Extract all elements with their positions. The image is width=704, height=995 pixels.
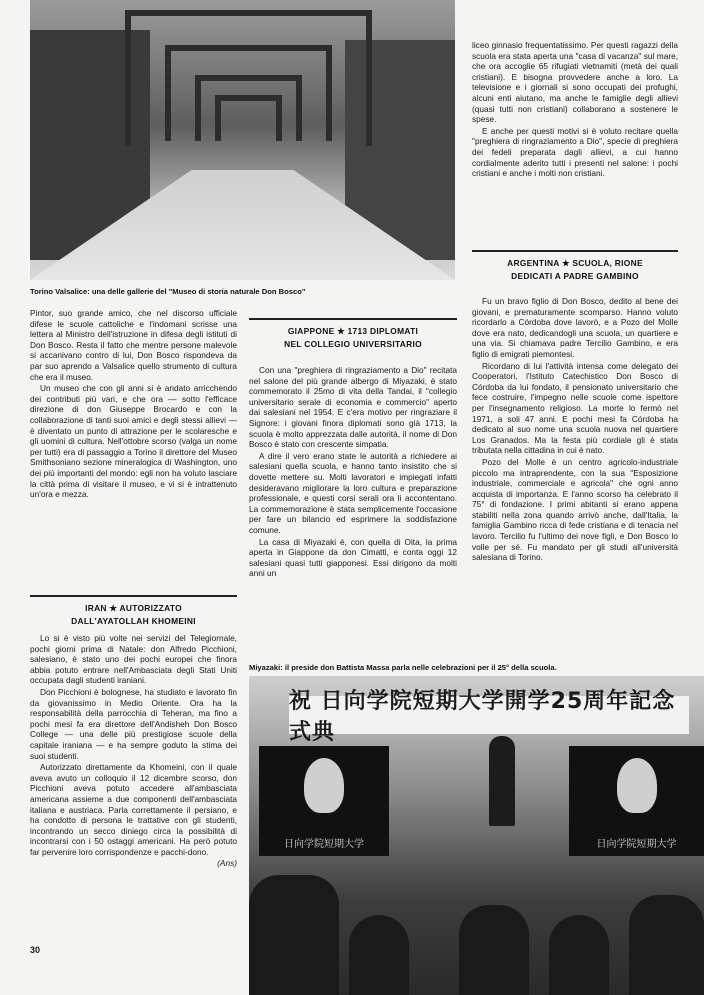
paragraph: Con una "preghiera di ringraziamento a Dio" recitata nel salone del più grande albergo di Miyazaki, è stato commemorato il 25mo di vita della Tandai, il "collegio universitario serale di economia e commercio" aperto dai salesiani nel 1954. E c'era motivo per ringraziare il Signore: i giovani finora diplomati sono già 1713, la scuola è molto apprezzata dalle autorità, il nome di Don Bosco è stato con crescente simpatia.: [249, 365, 457, 450]
emblem-icon: [304, 758, 344, 813]
column-3-argentina: [472, 296, 678, 564]
article-author: (Ans): [217, 858, 237, 869]
column-3-continuation: [472, 40, 678, 180]
iran-headline: [30, 595, 237, 628]
paragraph: Fu un bravo figlio di Don Bosco, dedito al bene dei giovani, e prematuramente scomparso. Hanno voluto ricordarlo a Córdoba dove lavorò, e a Pozo del Molle dove era nato, dedicandogli una scuola, un quartiere e una via. Si chiamava padre Tercilio Gambino, e era figlio di emigrati piemontesi.: [472, 296, 678, 359]
headline-line: DALL'AYATOLLAH KHOMEINI: [71, 616, 196, 626]
curtain-text: 日向学院短期大学: [284, 839, 364, 850]
ceremony-banner: 祝 日向学院短期大学開学25周年記念式典: [289, 696, 689, 734]
column-2-japan: [249, 365, 457, 580]
paragraph: E anche per questi motivi si è voluto recitare quella "preghiera di ringraziamento a Dio", specie di preghiera dei fedeli preparata dagli allievi, a cui hanno cordialmente aderito tutti i presenti nel salone: i pochi cristiani e anche i molti non cristiani.: [472, 125, 678, 179]
paragraph: Un museo che con gli anni si è andato arricchendo dei contributi più vari, e che ora — sotto l'efficace direzione di don Giuseppe Brocardo e con la collaborazione di tanti suoi amici e degli stessi allievi — è diventato un punto di attrazione per le scolaresche e gli uomini di cultura. Nell'ottobre scorso (valga un nome per tutti) era di passaggio a Torino il direttore del Museo Smithsoniano sezione mineralogica di Washington, uno dei più importanti del mondo: egli non ha voluto lasciare la città prima di visitare il museo, e vi si è intrattenuto un'ora e mezza.: [30, 383, 237, 500]
japan-headline: [249, 318, 457, 351]
headline-line: NEL COLLEGIO UNIVERSITARIO: [284, 339, 422, 349]
museum-photo-caption: Torino Valsalice: una delle gallerie del "Museo di storia naturale Don Bosco": [30, 287, 306, 296]
argentina-headline: [472, 250, 678, 283]
paragraph: Ricordano di lui l'attività intensa come delegato dei Cooperatori, l'Istituto Catechistico Don Bosco di Córdoba da lui fondato, il pensionato universitario che fece costruire, l'impegno nelle scuole come ispettore per l'insegnamento religioso. La morte lo fermò nel 1971, a soli 47 anni. E pochi mesi fa Córdoba ha dedicato al suo nome una scuola nuova nel quartiere Los Granados. Ma la festa più cordiale gli è stata tributata nella cittadina in cui è nato.: [472, 360, 678, 456]
paragraph: Pozo del Molle è un centro agricolo-industriale piccolo ma intraprendente, con la sua "Esposizione industriale, commerciale e agricola" che ogni anno acquista di importanza. E l'anno scorso ha celebrato il 75° di fondazione. I primi abitanti si erano appena stabiliti nella zona quando arrivò anche, dall'Italia, la famiglia Gambino ricca di fede cristiana e di tenacia nel lavoro. Tercilio fu l'ultimo dei nove figli, e Don Bosco lo volle per sé. Fu mandato per gli studi all'università salesiana di Torino.: [472, 456, 678, 563]
headline-line: ARGENTINA ★ SCUOLA, RIONE: [507, 258, 643, 268]
curtain-left: [259, 746, 389, 856]
page-number: 30: [30, 945, 41, 955]
column-1-iran: [30, 633, 237, 869]
paragraph: Don Picchioni è bolognese, ha studiato e lavorato fin da giovanissimo in Medio Oriente. Ora ha la responsabilità della parrocchia di Teheran, ma fino a pochi mesi fa era direttore dell'Andisheh Don Bosco College — una delle più prestigiose scuole della capitale iraniana — e ha sempre goduto la stima dei suoi studenti.: [30, 686, 237, 761]
paragraph: liceo ginnasio frequentatissimo. Per questi ragazzi della scuola era stata aperta una "casa di vacanza" sul mare, che ora accoglie 65 rifugiati vietnamiti (metà dei quali cristiani). E bisogna provvedere anche a loro. La televisione e i giornali si sono occupati dei profughi, alcuni enti aiutano, ma anche le famiglie degli allievi (quasi tutti non cristiani) collaborano a sostenere le spese.: [472, 40, 678, 125]
emblem-icon: [617, 758, 657, 813]
event-photo-caption: Miyazaki: il preside don Battista Massa parla nelle celebrazioni per il 25° della scuola.: [249, 663, 557, 672]
museum-gallery-photo: [30, 0, 455, 280]
curtain-text: 日向学院短期大学: [596, 839, 677, 850]
paragraph: La casa di Miyazaki è, con quella di Oita, la prima aperta in Giappone da don Cimatti, e conta oggi 12 salesiani quasi tutti giapponesi. Essi dirigono da molti anni un: [249, 536, 457, 579]
paragraph: Lo si è visto più volte nei servizi del Telegiornale, pochi giorni prima di Natale: don Alfredo Picchioni, salesiano, è stato uno dei pochi europei che finora abbia potuto entrare nell'Ambasciata degli Stati Uniti occupata dagli studenti iraniani.: [30, 633, 237, 686]
ceremony-photo: [249, 676, 704, 995]
paragraph: Pintor, suo grande amico, che nel discorso ufficiale difese le scuole cattoliche e l'indomani scrisse una lettera al Ministro dell'istruzione in difesa degli istituti di Don Bosco. Resta il fatto che mentre persone malevole si accanivano contro di lui, Don Bosco rispondeva da par suo aprendo a Valsalice quello strumento di cultura che era il museo.: [30, 308, 237, 382]
headline-line: GIAPPONE ★ 1713 DIPLOMATI: [287, 326, 419, 336]
paragraph: A dire il vero erano state le autorità a richiedere ai salesiani quella scuola, e hanno tanto insistito che si dovette mettere su. Molti lavoratori e impiegati infatti desideravano migliorare la loro cultura e preparazione professionale, e questi corsi serali ora li accontentano. La commemorazione è stata semplicemente l'occasione per fare un bilancio ed esprimere la soddisfazione comune.: [249, 450, 457, 535]
headline-line: IRAN ★ AUTORIZZATO: [85, 603, 182, 613]
speaker-figure: [489, 736, 515, 826]
paragraph: Autorizzato direttamente da Khomeini, con il quale aveva avuto un colloquio il 12 dicembre scorso, don Picchioni aveva potuto accedere all'ambasciata americana assieme a due componenti dell'ambasciata italiana e austriaca. Parla correttamente il persiano, e ha condotto di persona le trattative con gli studenti, incontrando un secco diniego circa la possibilità di incontrarsi con i 50 ostaggi americani. Ha però potuto far pervenire loro corrispondenze e pacchi-dono.: [30, 762, 237, 857]
headline-line: DEDICATI A PADRE GAMBINO: [511, 271, 639, 281]
column-1-intro: [30, 308, 237, 501]
curtain-right: [569, 746, 704, 856]
